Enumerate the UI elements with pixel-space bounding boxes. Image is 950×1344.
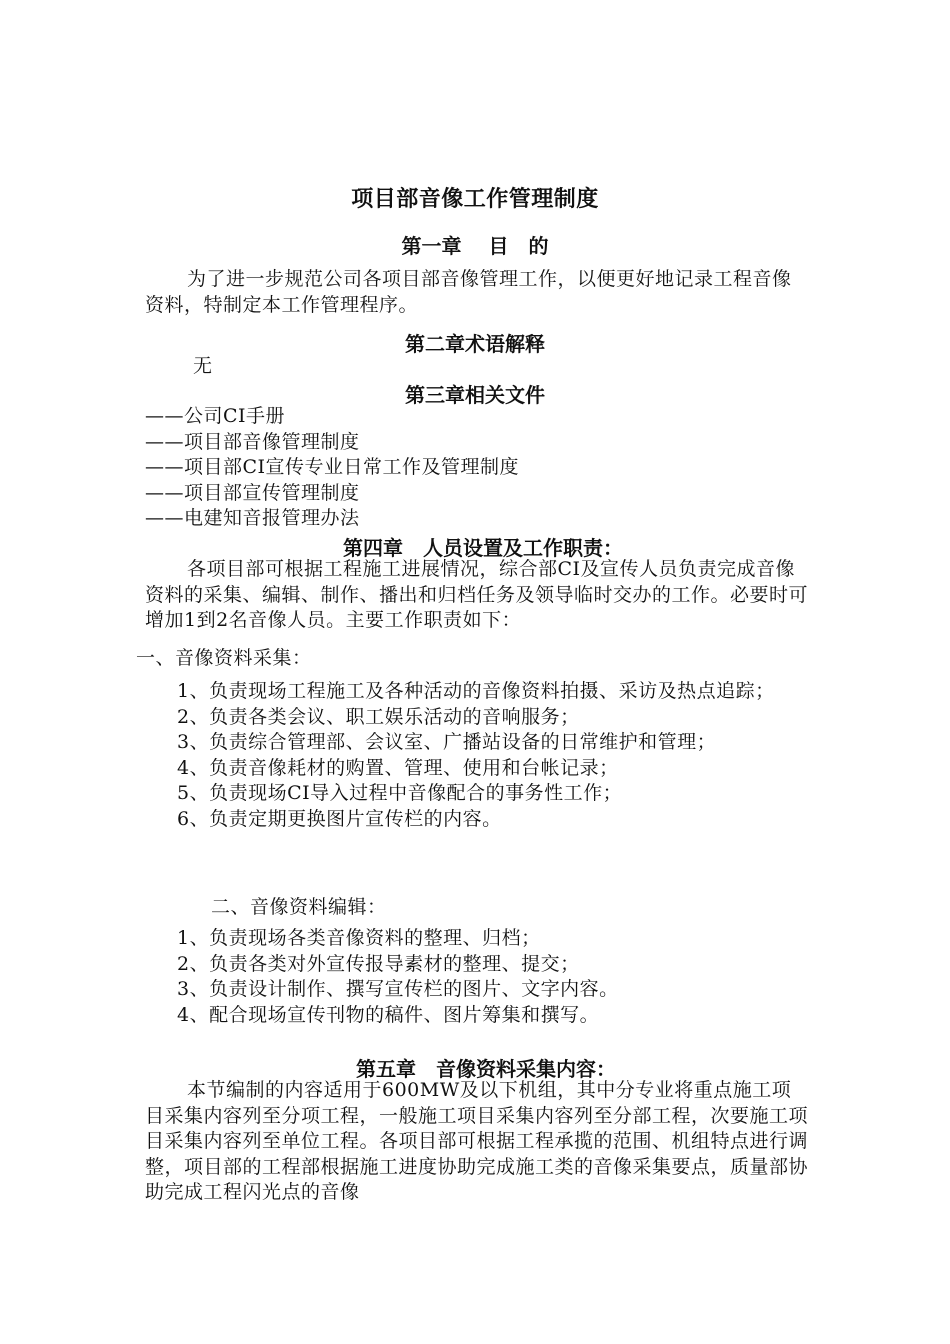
list-item: 2、负责各类会议、职工娱乐活动的音响服务；	[177, 705, 580, 728]
list-item: ——公司CI手册	[145, 405, 286, 427]
section-1-heading: 一、音像资料采集：	[136, 647, 312, 669]
chapter-2-heading: 第二章术语解释	[405, 332, 545, 356]
section-2-list	[177, 926, 619, 1028]
chapter-1-paragraph: 为了进一步规范公司各项目部音像管理工作，以便更好地记录工程音像资料，特制定本工作管理程序。	[145, 268, 792, 316]
list-item: 5、负责现场CI导入过程中音像配合的事务性工作；	[177, 782, 623, 804]
section-2-heading: 二、音像资料编辑：	[211, 896, 387, 918]
list-item: 1、负责现场各类音像资料的整理、归档；	[177, 927, 541, 949]
chapter-5-paragraph: 本节编制的内容适用于600MW及以下机组，其中分专业将重点施工项目采集内容列至分项工程，一般施工项目采集内容列至分部工程，次要施工项目采集内容列至单位工程。各项目部可根据工程承揽的范围、机组特点进行调整，项目部的工程部根据施工进度协助完成施工类的音像采集要点，质量部协助完成工程闪光点的音像	[145, 1079, 809, 1203]
chapter-5-heading: 第五章 音像资料采集内容：	[356, 1057, 616, 1081]
list-item: 3、负责设计制作、撰写宣传栏的图片、文字内容。	[177, 978, 619, 1000]
chapter-1-heading: 第一章 目 的	[401, 234, 549, 258]
chapter-4-heading: 第四章 人员设置及工作职责：	[343, 536, 623, 560]
list-item: ——项目部音像管理制度	[145, 430, 360, 453]
list-item: ——电建知音报管理办法	[145, 507, 360, 529]
document-title: 项目部音像工作管理制度	[351, 187, 599, 212]
related-documents-list	[145, 404, 519, 532]
list-item: ——项目部宣传管理制度	[145, 481, 360, 504]
list-item: 1、负责现场工程施工及各种活动的音像资料拍摄、采访及热点追踪；	[177, 680, 775, 702]
chapter-3-heading: 第三章相关文件	[405, 383, 545, 407]
chapter-4-paragraph: 各项目部可根据工程施工进展情况，综合部CI及宣传人员负责完成音像资料的采集、编辑、制作、播出和归档任务及领导临时交办的工作。必要时可增加1到2名音像人员。主要工作职责如下：	[145, 558, 809, 631]
list-item: 3、负责综合管理部、会议室、广播站设备的日常维护和管理；	[177, 731, 717, 753]
list-item: 6、负责定期更换图片宣传栏的内容。	[177, 807, 502, 830]
section-1-list	[177, 679, 844, 832]
list-item: 2、负责各类对外宣传报导素材的整理、提交；	[177, 952, 580, 975]
list-item: ——项目部CI宣传专业日常工作及管理制度	[145, 456, 520, 478]
list-item: 4、负责音像耗材的购置、管理、使用和台帐记录；	[177, 756, 619, 779]
chapter-2-text: 无	[193, 355, 213, 377]
list-item: 4、配合现场宣传刊物的稿件、图片筹集和撰写。	[177, 1003, 600, 1026]
